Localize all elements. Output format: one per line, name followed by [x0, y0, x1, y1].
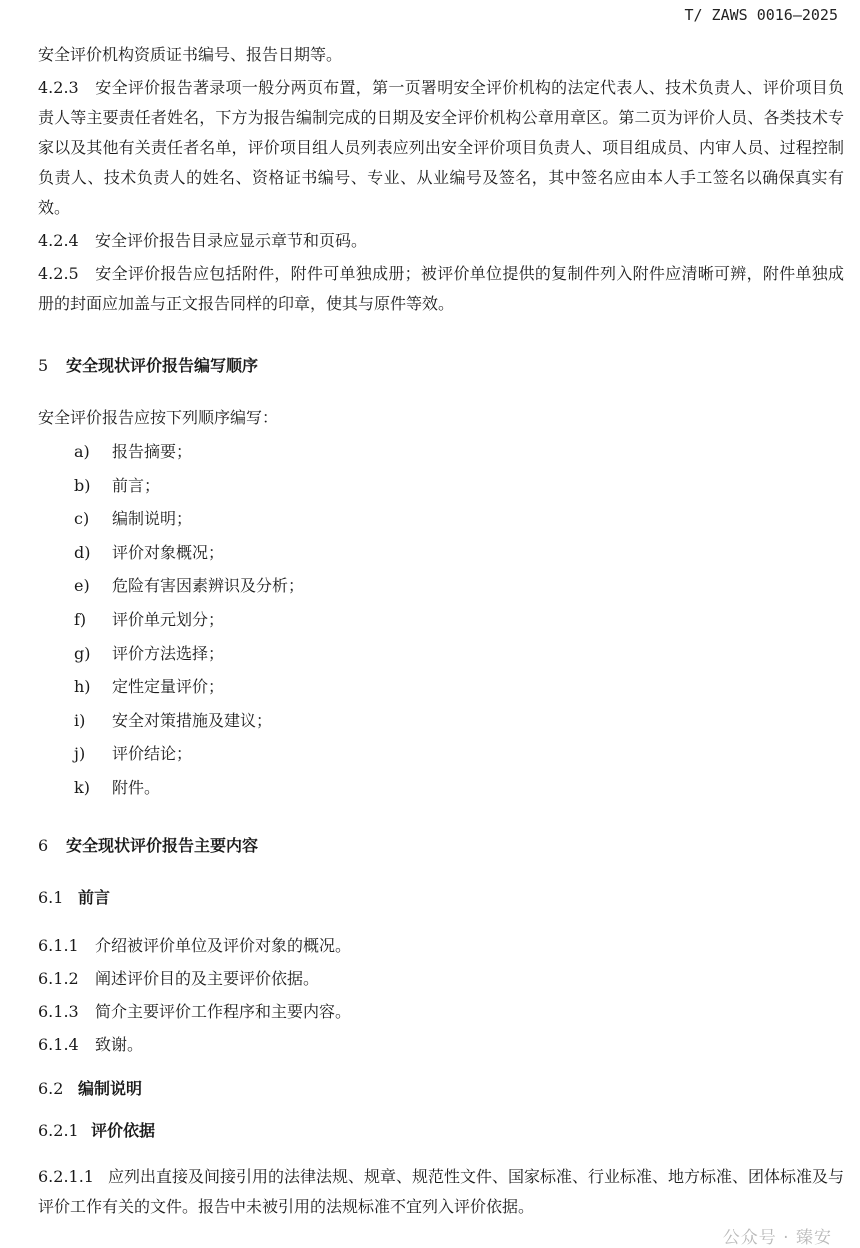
clause-4-2-5 — [38, 259, 844, 319]
list-text: 安全对策措施及建议； — [112, 710, 273, 730]
section-number: 6.1 — [38, 887, 64, 907]
list-label: j) — [74, 744, 86, 764]
clause-number: 6.2.1.1 — [38, 1166, 94, 1186]
section-number: 6.2.1 — [38, 1120, 79, 1140]
section-number: 5 — [38, 356, 49, 375]
list-text: 定性定量评价； — [112, 677, 225, 697]
list-item — [38, 536, 844, 570]
section-title: 评价依据 — [91, 1120, 156, 1140]
clause-number: 6.1.1 — [38, 935, 79, 955]
clause-4-2-3 — [38, 73, 844, 223]
list-text: 危险有害因素辨识及分析； — [112, 576, 305, 596]
list-text: 评价单元划分； — [112, 609, 225, 629]
list-label: e) — [74, 576, 90, 596]
clause-number: 4.2.3 — [38, 78, 79, 97]
list-label: h) — [74, 677, 91, 697]
clause-number: 4.2.5 — [38, 264, 79, 283]
list-label: i) — [74, 710, 86, 730]
section-title: 安全现状评价报告编写顺序 — [66, 356, 259, 375]
section-number: 6.2 — [38, 1078, 64, 1098]
clause-6-1-1 — [38, 931, 844, 961]
intro-continuation: 安全评价机构资质证书编号、报告日期等。 — [38, 45, 343, 64]
list-text: 编制说明； — [112, 509, 193, 529]
section-title: 编制说明 — [78, 1078, 143, 1098]
list-label: f) — [74, 609, 87, 629]
clause-text: 简介主要评价工作程序和主要内容。 — [95, 1001, 352, 1021]
list-text: 评价结论； — [112, 744, 193, 764]
section-6-2-1-heading — [38, 1116, 844, 1146]
section-5-heading — [38, 351, 844, 381]
list-text: 评价对象概况； — [112, 542, 225, 562]
list-item — [38, 704, 844, 738]
section-6-2-heading — [38, 1074, 844, 1104]
report-order-list — [38, 435, 844, 805]
clause-text: 致谢。 — [95, 1034, 144, 1054]
clause-text: 阐述评价目的及主要评价依据。 — [95, 968, 320, 988]
list-label: d) — [74, 542, 91, 562]
list-item — [38, 502, 844, 536]
clause-number: 6.1.4 — [38, 1034, 79, 1054]
list-label: c) — [74, 509, 90, 529]
list-label: k) — [74, 777, 90, 797]
section-5-lead: 安全评价报告应按下列顺序编写： — [38, 408, 279, 427]
clause-text: 介绍被评价单位及评价对象的概况。 — [95, 935, 352, 955]
list-item — [38, 603, 844, 637]
document-id: T/ ZAWS 0016—2025 — [684, 6, 838, 24]
clause-6-1-4 — [38, 1030, 844, 1060]
list-label: a) — [74, 442, 90, 461]
list-item — [38, 469, 844, 503]
clause-6-2-1-1 — [38, 1162, 844, 1222]
clause-number: 6.1.2 — [38, 968, 79, 988]
clause-number: 6.1.3 — [38, 1001, 79, 1021]
clause-text: 应列出直接及间接引用的法律法规、规章、规范性文件、国家标准、行业标准、地方标准、团体标准及与评价工作有关的文件。报告中未被引用的法规标准不宜列入评价依据。 — [38, 1166, 845, 1216]
list-text: 评价方法选择； — [112, 643, 225, 663]
list-item — [38, 670, 844, 704]
clause-6-1-2 — [38, 964, 844, 994]
list-item — [38, 435, 844, 469]
list-text: 附件。 — [112, 777, 161, 797]
document-body — [38, 40, 844, 1222]
section-title: 前言 — [78, 887, 111, 907]
list-text: 前言； — [112, 475, 161, 495]
section-number: 6 — [38, 835, 49, 855]
section-6-1-heading — [38, 883, 844, 913]
list-label: b) — [74, 475, 91, 495]
clause-text: 安全评价报告著录项一般分两页布置，第一页署明安全评价机构的法定代表人、技术负责人、评价项目负责人等主要责任者姓名，下方为报告编制完成的日期及安全评价机构公章用章区。第二页为评价人员、各类技术专家以及其他有关责任者名单，评价项目组人员列表应列出安全评价项目负责人、项目组成员、内审人员、过程控制负责人、技术负责人的姓名、资格证书编号、专业、从业编号及签名，其中签名应由本人手工签名以确保真实有效。 — [38, 78, 844, 217]
watermark: 公众号 · 臻安 — [722, 1228, 832, 1248]
list-label: g) — [74, 643, 91, 663]
list-item — [38, 569, 844, 603]
section-6-heading — [38, 831, 844, 861]
clause-text: 安全评价报告应包括附件，附件可单独成册；被评价单位提供的复制件列入附件应清晰可辨，附件单独成册的封面应加盖与正文报告同样的印章，使其与原件等效。 — [38, 264, 844, 313]
clause-6-1-3 — [38, 997, 844, 1027]
section-title: 安全现状评价报告主要内容 — [66, 835, 259, 855]
clause-4-2-4 — [38, 226, 844, 256]
list-text: 报告摘要； — [112, 442, 193, 461]
list-item — [38, 737, 844, 771]
clause-number: 4.2.4 — [38, 231, 79, 250]
clause-text: 安全评价报告目录应显示章节和页码。 — [95, 231, 368, 250]
list-item — [38, 771, 844, 805]
list-item — [38, 637, 844, 671]
